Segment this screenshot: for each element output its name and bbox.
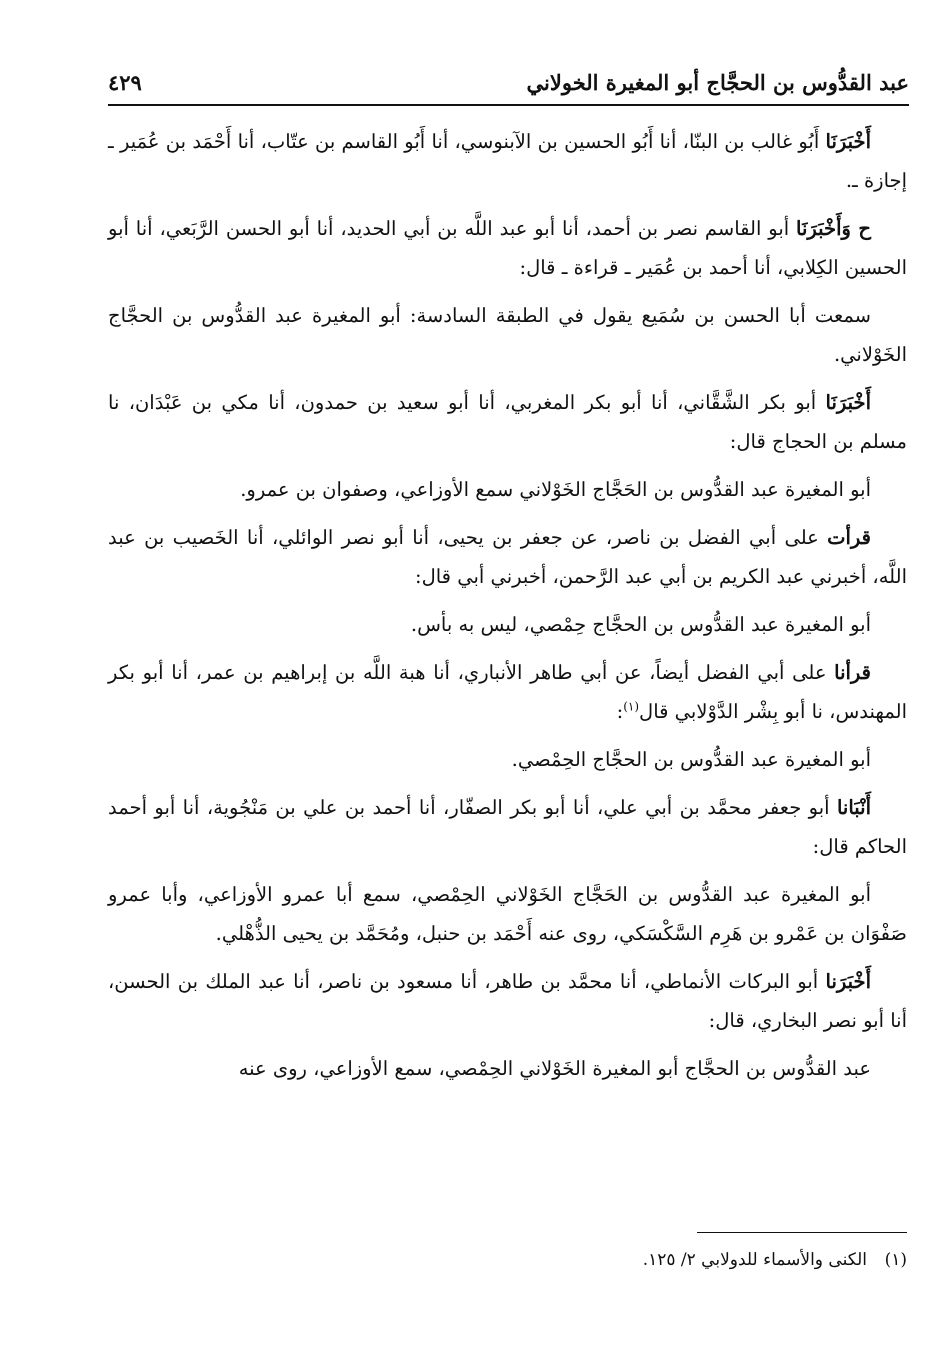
- paragraph-text: أبو بكر الشَّقَّاني، أنا أبو بكر المغربي، أنا أبو سعيد بن حمدون، أنا مكي بن عَبْدَان، نا مسلم بن الحجاج قال:: [108, 391, 907, 453]
- paragraph: [108, 740, 907, 779]
- paragraph-lead: أَخْبَرَنَا: [825, 130, 871, 153]
- paragraph-lead: قرأنا: [834, 661, 871, 684]
- paragraph-text: أبو المغيرة عبد القدُّوس بن الحَجَّاج الخَوْلاني سمع الأوزاعي، وصفوان بن عمرو.: [240, 478, 871, 501]
- paragraph: [108, 1049, 907, 1088]
- paragraph-text: أبو جعفر محمَّد بن أبي علي، أنا أبو بكر الصفّار، أنا أحمد بن علي بن مَنْجُوية، أنا أبو أحمد الحاكم قال:: [108, 796, 907, 858]
- paragraph-lead: أَنْبَانا: [836, 796, 871, 819]
- footnote: [108, 1246, 907, 1274]
- paragraph-text: أبو البركات الأنماطي، أنا محمَّد بن طاهر، أنا مسعود بن ناصر، أنا عبد الملك بن الحسن، أنا أبو نصر البخاري، قال:: [108, 970, 907, 1032]
- header-rule: [108, 104, 909, 106]
- main-text: [108, 122, 907, 1097]
- paragraph-text: على أبي الفضل بن ناصر، عن جعفر بن يحيى، أنا أبو نصر الوائلي، أنا الخَصيب بن عبد اللَّه، أخبرني عبد الكريم بن أبي عبد الرَّحمن، أخبرني أبي قال:: [108, 526, 907, 588]
- paragraph: [108, 653, 907, 731]
- paragraph: [108, 209, 907, 287]
- paragraph: [108, 605, 907, 644]
- paragraph-text: على أبي الفضل أيضاً، عن أبي طاهر الأنباري، أنا هبة اللَّه بن إبراهيم بن عمر، أنا أبو بكر المهندس، نا أبو بِشْر الدَّوْلابي قال: [108, 661, 907, 723]
- paragraph-text: أبو المغيرة عبد القدُّوس بن الحجَّاج الحِمْصي.: [511, 748, 871, 771]
- footnote-rule: [697, 1232, 907, 1233]
- paragraph-lead: قرأت: [827, 526, 871, 549]
- running-header: [108, 66, 909, 102]
- paragraph-text: سمعت أبا الحسن بن سُمَيع يقول في الطبقة السادسة: أبو المغيرة عبد القدُّوس بن الحجَّاج الخَوْلاني.: [108, 304, 907, 366]
- paragraph-text: عبد القدُّوس بن الحجَّاج أبو المغيرة الخَوْلاني الحِمْصي، سمع الأوزاعي، روى عنه: [238, 1057, 871, 1080]
- paragraph: [108, 962, 907, 1040]
- paragraph: [108, 470, 907, 509]
- footnote-number: (١): [884, 1250, 907, 1270]
- paragraph-text: أبو المغيرة عبد القدُّوس بن الحَجَّاج الخَوْلاني الحِمْصي، سمع أبا عمرو الأوزاعي، وأبا عمرو صَفْوَان بن عَمْرو بن هَرِم السَّكْسَكي، روى عنه أَحْمَد بن حنبل، ومُحَمَّد بن يحيى الذُّهْلي.: [108, 883, 907, 945]
- paragraph-lead: أَخْبَرَنَا: [825, 391, 871, 414]
- footnote-text: الكنى والأسماء للدولابي ٢/ ١٢٥.: [642, 1250, 867, 1270]
- paragraph-text: أَبُو غالب بن البنّا، أنا أَبُو الحسين بن الآبنوسي، أنا أَبُو القاسم بن عتّاب، أنا أَحْمَد بن عُمَير ـ إجازة ـ.: [108, 130, 907, 192]
- paragraph: [108, 518, 907, 596]
- paragraph-tail: :: [616, 700, 624, 723]
- paragraph: [108, 296, 907, 374]
- paragraph: [108, 875, 907, 953]
- paragraph: [108, 383, 907, 461]
- paragraph-text: أبو القاسم نصر بن أحمد، أنا أبو عبد اللَّه بن أبي الحديد، أنا أبو الحسن الرَّبَعي، أنا أبو الحسين الكِلابي، أنا أحمد بن عُمَير ـ قراءة ـ قال:: [108, 217, 907, 279]
- paragraph: [108, 788, 907, 866]
- page-number: ٤٢٩: [108, 70, 142, 95]
- footnote-marker[interactable]: (١): [623, 699, 640, 714]
- running-title: عبد القدُّوس بن الحجَّاج أبو المغيرة الخولاني: [526, 70, 909, 95]
- paragraph-lead: ح وَأَخْبَرَنَا: [796, 217, 871, 240]
- paragraph: [108, 122, 907, 200]
- paragraph-lead: أَخْبَرَنا: [825, 970, 871, 993]
- paragraph-text: أبو المغيرة عبد القدُّوس بن الحجَّاج حِمْصي، ليس به بأس.: [410, 613, 871, 636]
